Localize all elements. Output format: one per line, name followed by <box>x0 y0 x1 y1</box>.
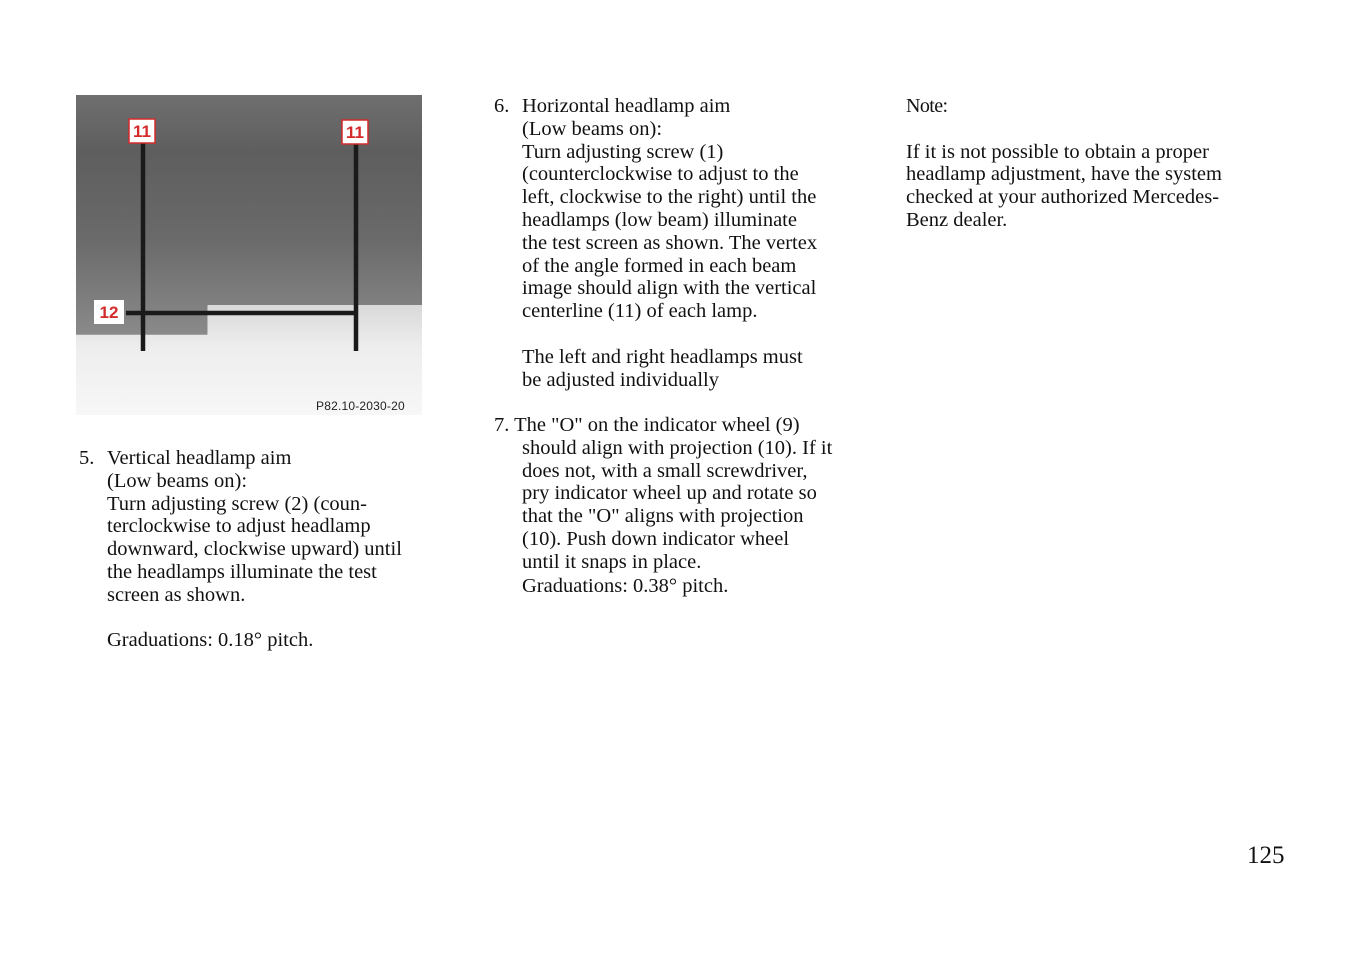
step-6-line: of the angle formed in each beam <box>522 254 797 277</box>
step-5-line: the headlamps illuminate the test <box>107 560 377 583</box>
step-7-graduations: Graduations: 0.38° pitch. <box>522 574 729 597</box>
step-6-line: centerline (11) of each lamp. <box>522 300 758 323</box>
step-5-line: downward, clockwise upward) until <box>107 538 402 561</box>
step-5-line: Turn adjusting screw (2) (coun- <box>107 492 368 515</box>
note-line: headlamp adjustment, have the system <box>906 163 1222 186</box>
step-5-line: (Low beams on): <box>107 469 248 492</box>
page-number: 125 <box>1247 842 1285 869</box>
step-6-line: (Low beams on): <box>522 117 663 140</box>
step-5-line: screen as shown. <box>107 583 246 606</box>
step-6-line: headlamps (low beam) illuminate <box>522 208 797 231</box>
step-5-heading <box>79 447 459 470</box>
step-5-number: 5. <box>79 447 95 469</box>
note-block <box>906 95 1286 232</box>
step-7-line: until it snaps in place. <box>522 550 702 573</box>
step-6-line: left, clockwise to the right) until the <box>522 186 817 209</box>
note-line: Benz dealer. <box>906 208 1008 231</box>
step-6-line: the test screen as shown. The vertex <box>522 231 818 254</box>
step-6-note-line: be adjusted individually <box>522 368 719 391</box>
step-6-horizontal-aim <box>494 95 884 391</box>
step-5-graduations: Graduations: 0.18° pitch. <box>107 629 314 652</box>
step-7-line: (10). Push down indicator wheel <box>522 527 790 550</box>
step-6-line: image should align with the vertical <box>522 277 817 300</box>
callout-11-left: 11 <box>133 122 151 141</box>
step-7-line: should align with projection (10). If it <box>522 436 833 459</box>
step-6-note-line: The left and right headlamps must <box>522 345 803 368</box>
step-6-line: Turn adjusting screw (1) <box>522 140 724 163</box>
step-6-title: Horizontal headlamp aim <box>522 95 731 117</box>
step-7-line: pry indicator wheel up and rotate so <box>522 482 817 505</box>
step-5-vertical-aim <box>79 447 459 652</box>
callout-11-right: 11 <box>346 123 364 142</box>
step-5-title: Vertical headlamp aim <box>107 447 292 469</box>
note-label: Note: <box>906 95 948 117</box>
callout-12: 12 <box>99 303 119 322</box>
note-line: checked at your authorized Mercedes- <box>906 186 1220 209</box>
step-6-line: (counterclockwise to adjust to the <box>522 163 799 186</box>
headlamp-test-screen-figure <box>76 95 422 415</box>
test-screen-lines <box>76 95 422 415</box>
figure-caption: P82.10-2030-20 <box>316 399 405 413</box>
step-7-heading: 7. The "O" on the indicator wheel (9) <box>494 414 800 436</box>
step-7-indicator-wheel <box>494 414 884 597</box>
step-6-number: 6. <box>494 95 510 117</box>
step-5-line: terclockwise to adjust headlamp <box>107 515 371 538</box>
step-7-line: that the "O" aligns with projection <box>522 505 804 528</box>
note-line: If it is not possible to obtain a proper <box>906 140 1209 163</box>
step-6-heading <box>494 95 884 118</box>
step-7-line: does not, with a small screwdriver, <box>522 459 808 482</box>
